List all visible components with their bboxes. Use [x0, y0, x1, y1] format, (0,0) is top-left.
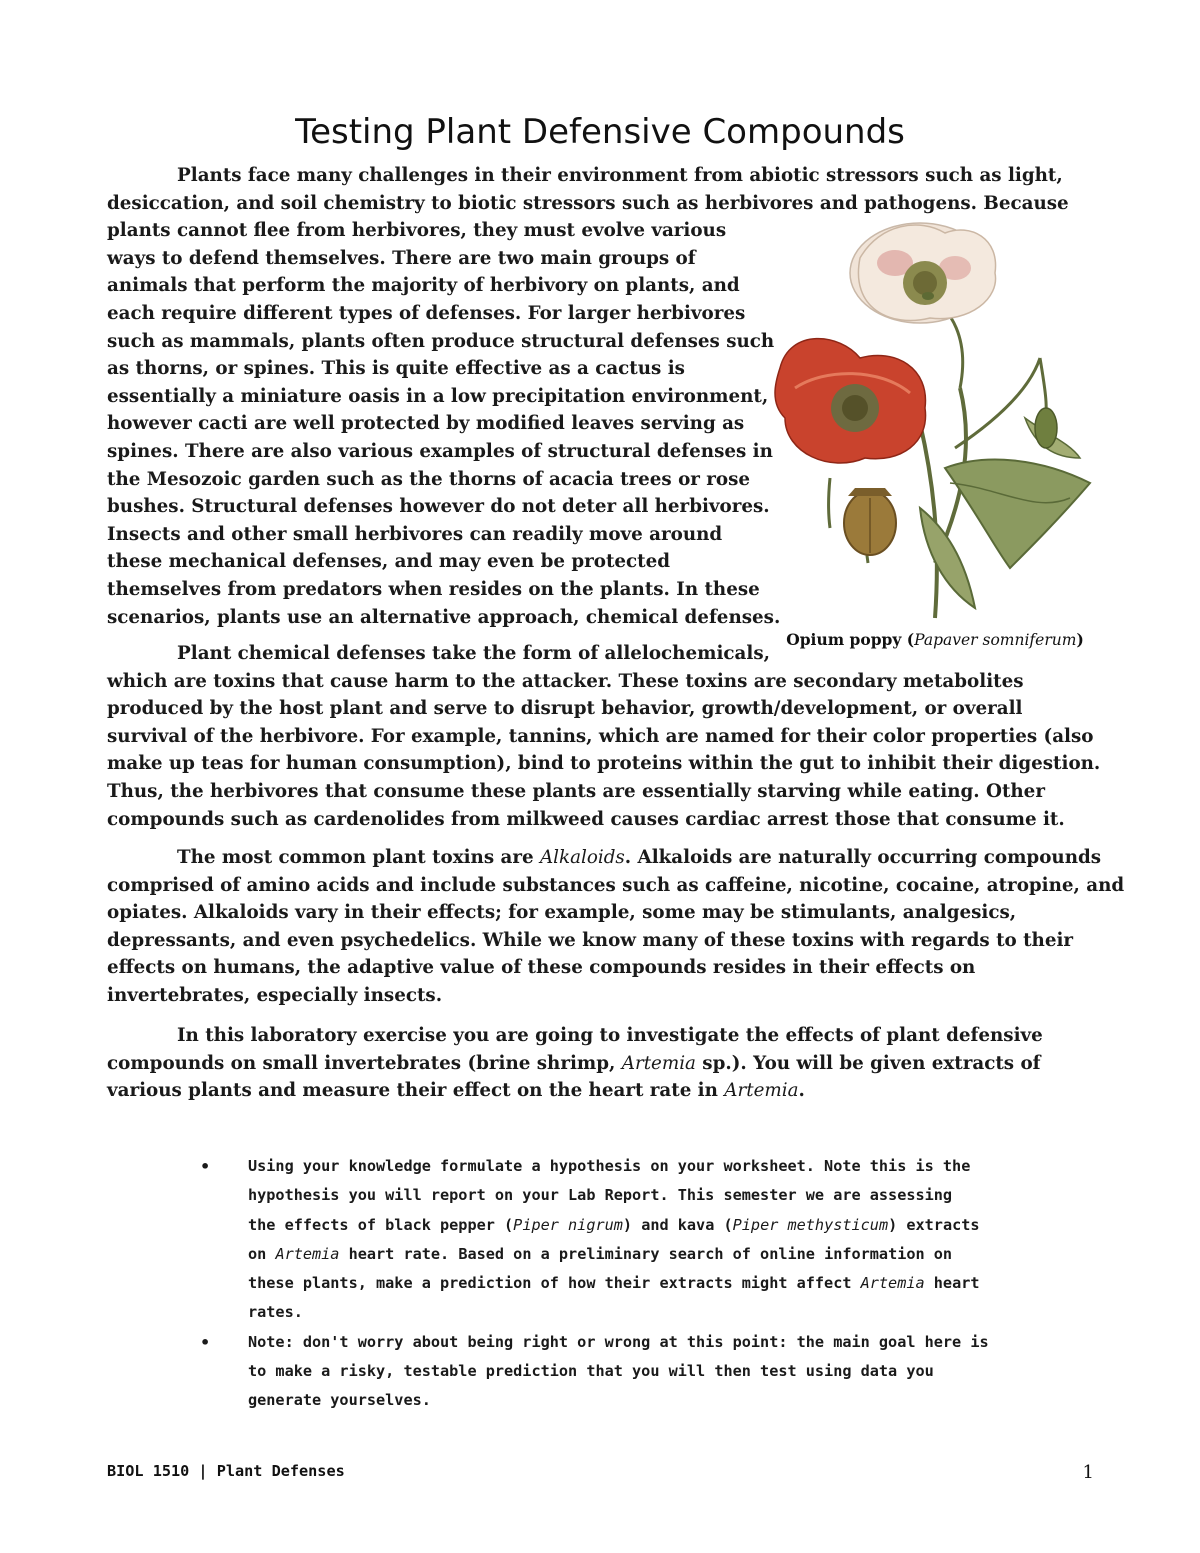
page-number: 1: [1082, 1462, 1094, 1483]
text-run: ) and kava (: [622, 1215, 733, 1234]
document-title: Testing Plant Defensive Compounds: [295, 112, 905, 152]
text-line: to make a risky, testable prediction that you will then test using data you: [248, 1362, 934, 1381]
text-line: Insects and other small herbivores can readily move around: [107, 523, 723, 545]
text-line: compounds such as cardenolides from milkweed causes cardiac arrest those that consume it.: [107, 808, 1065, 830]
species-name: Piper methysticum: [732, 1215, 889, 1234]
text-line: [248, 1211, 989, 1240]
text-line: however cacti are well protected by modified leaves serving as: [107, 413, 745, 435]
alkaloids-paragraph: [107, 844, 1124, 1010]
text-run: on: [248, 1244, 276, 1263]
text-line: Plant chemical defenses take the form of allelochemicals,: [177, 643, 770, 664]
footer-course-label: BIOL 1510 | Plant Defenses: [107, 1462, 345, 1480]
text-run: sp.). You will be given extracts of: [695, 1052, 1041, 1074]
text-line: survival of the herbivore. For example, tannins, which are named for their color properties (also: [107, 725, 1094, 747]
text-line: Using your knowledge formulate a hypothesis on your worksheet. Note this is the: [248, 1157, 971, 1175]
bullet-icon: •: [200, 1332, 211, 1352]
text-line: the Mesozoic garden such as the thorns of acacia trees or rose: [107, 468, 751, 490]
text-line: each require different types of defenses. For larger herbivores: [107, 302, 746, 324]
text-run: various plants and measure their effect on the heart rate in: [107, 1080, 725, 1102]
text-line: animals that perform the majority of herbivory on plants, and: [107, 275, 740, 297]
text-line: ways to defend themselves. There are two main groups of: [107, 247, 696, 269]
species-name: Artemia: [275, 1244, 340, 1263]
bullet-icon: •: [200, 1157, 211, 1176]
text-line: generate yourselves.: [248, 1391, 431, 1410]
text-line: opiates. Alkaloids vary in their effects; for example, some may be stimulants, analgesics,: [107, 902, 1017, 924]
list-item: [200, 1152, 989, 1328]
text-line: [248, 1240, 989, 1269]
text-line: [107, 1050, 1043, 1078]
caption-close: ): [1076, 630, 1084, 649]
species-name: Artemia: [860, 1274, 925, 1293]
chemical-defenses-paragraph: [107, 640, 1100, 833]
text-line: which are toxins that cause harm to the attacker. These toxins are secondary metabolites: [107, 670, 1024, 692]
text-line: make up teas for human consumption), bind to proteins within the gut to inhibit their digestion.: [107, 753, 1101, 775]
text-line: Plants face many challenges in their environment from abiotic stressors such as light,: [177, 165, 1063, 186]
caption-text: Opium poppy (: [786, 630, 915, 649]
text-run: compounds on small invertebrates (brine shrimp,: [107, 1052, 622, 1074]
text-line: these mechanical defenses, and may even be protected: [107, 551, 671, 573]
text-line: spines. There are also various examples of structural defenses in: [107, 440, 773, 462]
text-line: bushes. Structural defenses however do not deter all herbivores.: [107, 496, 770, 518]
text-line: rates.: [248, 1303, 303, 1322]
text-run: ) extracts: [888, 1215, 980, 1234]
opium-poppy-illustration: [770, 218, 1100, 628]
text-line: plants cannot flee from herbivores, they must evolve various: [107, 220, 727, 242]
artemia-term: Artemia: [621, 1052, 696, 1074]
text-line: [248, 1269, 989, 1298]
text-line: hypothesis you will report on your Lab Report. This semester we are assessing: [248, 1186, 953, 1205]
list-item: [200, 1328, 989, 1416]
text-line: themselves from predators when resides on the plants. In these: [107, 578, 760, 600]
text-run: heart rate. Based on a preliminary search of online information on: [339, 1244, 953, 1263]
text-line: desiccation, and soil chemistry to biotic stressors such as herbivores and pathogens. Because: [107, 192, 1069, 214]
text-run: .: [798, 1080, 805, 1102]
lab-exercise-paragraph: [107, 1022, 1043, 1105]
text-line: such as mammals, plants often produce structural defenses such: [107, 330, 775, 352]
text-line: Note: don't worry about being right or wrong at this point: the main goal here is: [248, 1332, 989, 1351]
text-line: as thorns, or spines. This is quite effective as a cactus is: [107, 358, 685, 380]
text-run: heart: [924, 1274, 980, 1293]
text-line: [107, 1077, 1043, 1105]
text-line: In this laboratory exercise you are going to investigate the effects of plant defensive: [177, 1025, 1043, 1046]
text-line: produced by the host plant and serve to disrupt behavior, growth/development, or overall: [107, 698, 1023, 720]
text-line: essentially a miniature oasis in a low precipitation environment,: [107, 385, 769, 407]
artemia-term: Artemia: [724, 1080, 799, 1102]
species-name: Piper nigrum: [513, 1215, 623, 1234]
text-line: depressants, and even psychedelics. While we know many of these toxins with regards to their: [107, 929, 1074, 951]
text-run: the effects of black pepper (: [248, 1215, 514, 1234]
poppy-illustration-image: [770, 218, 1100, 628]
text-line: invertebrates, especially insects.: [107, 984, 443, 1006]
text-line: [107, 844, 1124, 872]
text-line: effects on humans, the adaptive value of these compounds resides in their effects on: [107, 957, 976, 979]
text-line: scenarios, plants use an alternative approach, chemical defenses.: [107, 606, 781, 628]
instruction-list: [200, 1152, 989, 1416]
text-line: Thus, the herbivores that consume these plants are essentially starving while eating. Other: [107, 780, 1045, 802]
alkaloids-term: Alkaloids: [539, 847, 625, 868]
caption-species: Papaver somniferum: [914, 631, 1077, 649]
text-line: comprised of amino acids and include substances such as caffeine, nicotine, cocaine, atropine, and: [107, 874, 1125, 896]
text-run: these plants, make a prediction of how their extracts might affect: [248, 1274, 861, 1293]
text-run: The most common plant toxins are: [177, 847, 540, 868]
text-run: . Alkaloids are naturally occurring compounds: [624, 847, 1102, 868]
